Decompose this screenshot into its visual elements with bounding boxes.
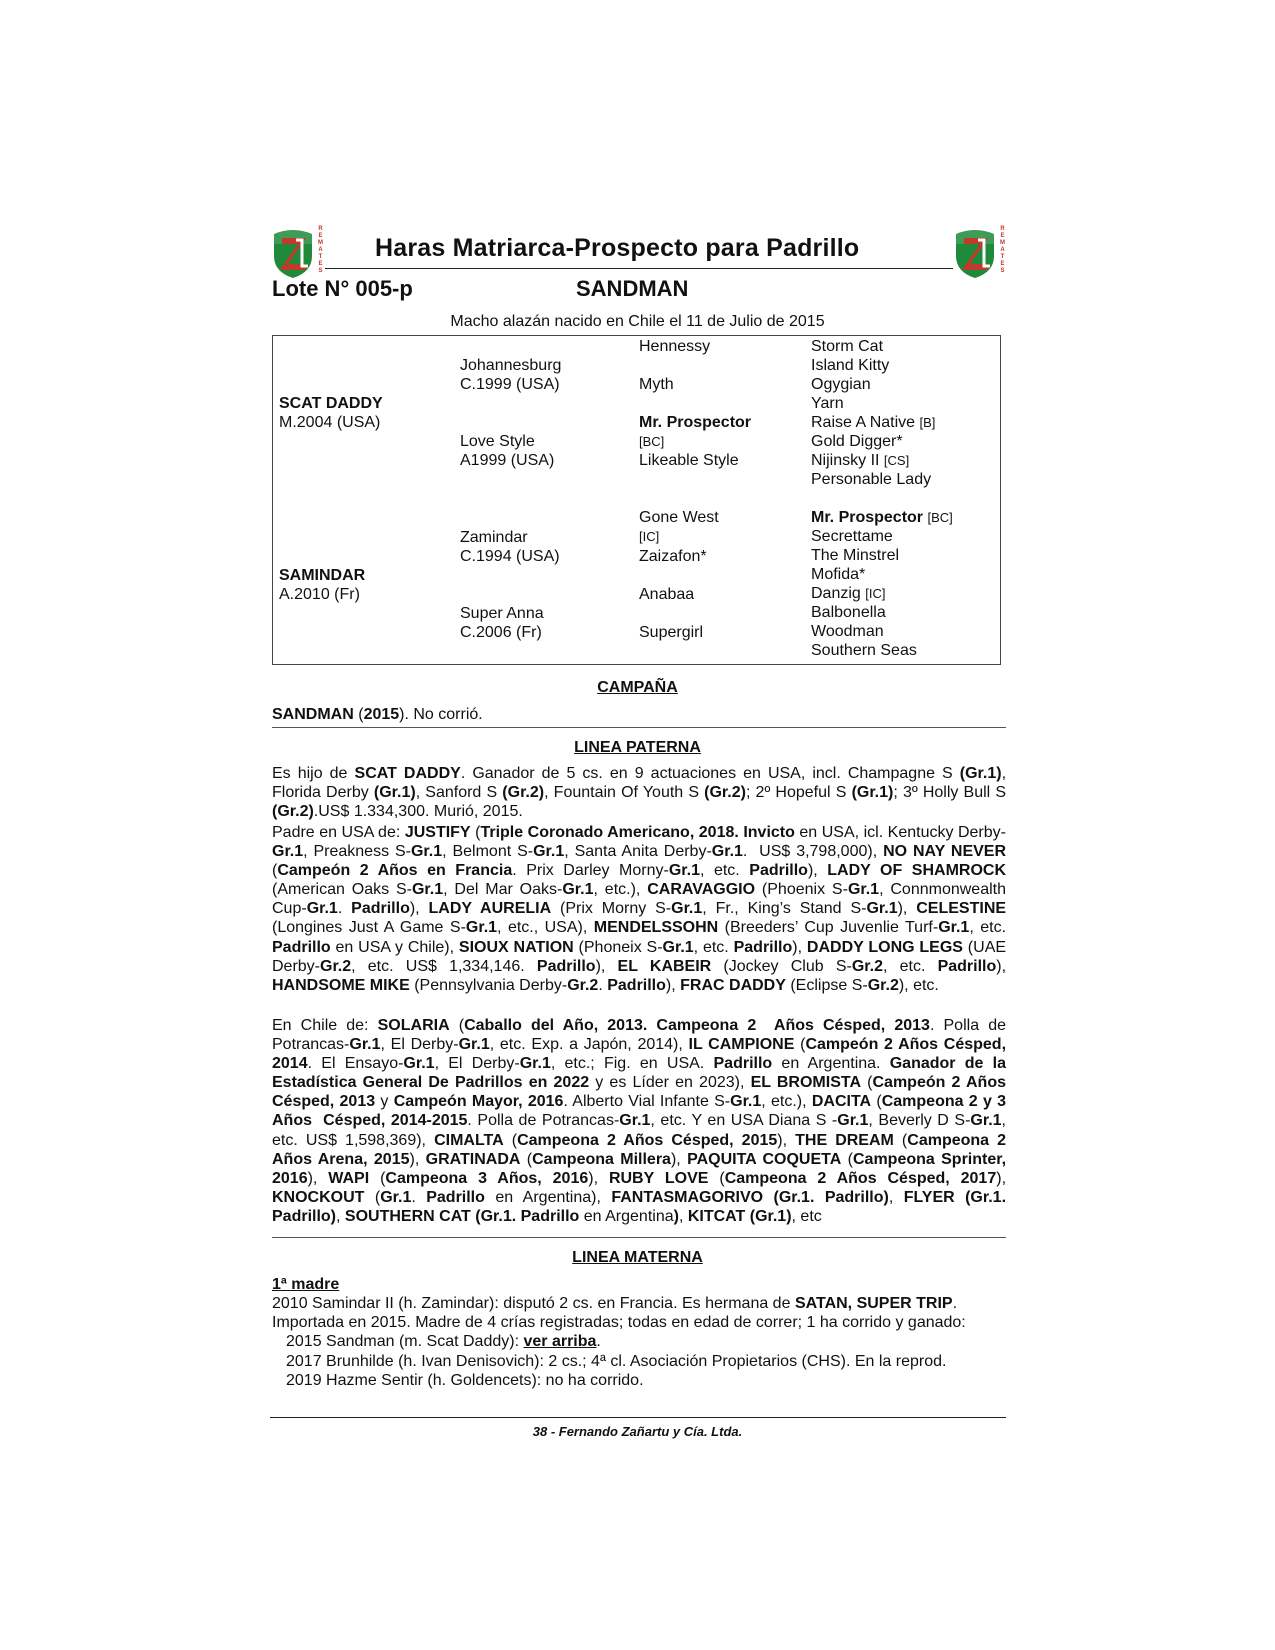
linea-paterna-usa-paragraph: Padre en USA de: JUSTIFY (Triple Coronado Americano, 2018. Invicto en USA, icl. Kentucky Derby-Gr.1, Preakness S-Gr.1, Belmont S-Gr.1, Santa Anita Derby-Gr.1. US$ 3,798,000), NO NAY NEVER (Campeón 2 Años en Francia. Prix Darley Morny-Gr.1, etc. Padrillo), LADY OF SHAMROCK (American Oaks S-Gr.1, Del Mar Oaks-Gr.1, etc.), CARAVAGGIO (Phoenix S-Gr.1, Connmonwealth Cup-Gr.1. Padrillo), LADY AURELIA (Prix Morny S-Gr.1, Fr., King’s Stand S-Gr.1), CELESTINE (Longines Just A Game S-Gr.1, etc., USA), MENDELSSOHN (Breeders’ Cup Juvenlie Turf-Gr.1, etc. Padrillo en USA y Chile), SIOUX NATION (Phoneix S-Gr.1, etc. Padrillo), DADDY LONG LEGS (UAE Derby-Gr.2, etc. US$ 1,334,146. Padrillo), EL KABEIR (Jockey Club S-Gr.2, etc. Padrillo), HANDSOME MIKE (Pennsylvania Derby-Gr.2. Padrillo), FRAC DADDY (Eclipse S-Gr.2), etc. (272, 824, 1007, 994)
pedigree-gen3-item: Zaizafon* (639, 548, 707, 565)
campana-heading: CAMPAÑA (597, 679, 678, 696)
header-divider (325, 268, 953, 269)
page-footer: 38 - Fernando Zañartu y Cía. Ltda. (532, 1424, 743, 1439)
pedigree-gen3-item: Hennessy (639, 338, 711, 355)
dam-record-line: 2010 Samindar II (h. Zamindar): disputó 2 cs. en Francia. Es hermana de SATAN, SUPER TRIP. (272, 1295, 958, 1312)
pedigree-gen3-item: Gone West [IC] (639, 509, 719, 544)
shield-icon (954, 226, 996, 278)
ver-arriba-link[interactable]: ver arriba (523, 1333, 597, 1350)
horse-name: SANDMAN (576, 276, 689, 301)
logo-letters: R E M A T E S (318, 226, 323, 274)
pedigree-gen3-item: Myth (639, 376, 674, 393)
page-title: Haras Matriarca-Prospecto para Padrillo (375, 234, 860, 262)
horse-description: Macho alazán nacido en Chile el 11 de Julio de 2015 (450, 313, 825, 330)
pedigree-sire-sire: Johannesburg C.1999 (USA) (460, 357, 562, 393)
pedigree-dam: SAMINDAR A.2010 (Fr) (279, 567, 366, 603)
pedigree-dam-sire: Zamindar C.1994 (USA) (460, 529, 560, 565)
shield-icon (272, 226, 314, 278)
pedigree-gen3-item: Likeable Style (639, 452, 739, 469)
linea-materna-heading: LINEA MATERNA (572, 1249, 703, 1266)
primera-madre-label: 1ª madre (272, 1276, 340, 1293)
section-divider (272, 727, 1006, 728)
pedigree-table (272, 335, 1001, 665)
pedigree-sire: SCAT DADDY M.2004 (USA) (279, 395, 383, 431)
pedigree-gen4-list-a: Storm Cat Island Kitty Ogygian Yarn Raise A Native [B] Gold Digger* Nijinsky II [CS] Personable Lady (811, 338, 936, 488)
pedigree-sire-dam: Love Style A1999 (USA) (460, 433, 555, 469)
zl-remates-logo-right (954, 226, 1004, 278)
campana-text: SANDMAN (2015). No corrió. (272, 706, 483, 723)
pedigree-gen3-item: Mr. Prospector [BC] (639, 414, 752, 449)
produce-item: 2019 Hazme Sentir (h. Goldencets): no ha corrido. (286, 1372, 644, 1389)
zl-remates-logo-left (272, 226, 322, 278)
linea-paterna-sire-paragraph: Es hijo de SCAT DADDY. Ganador de 5 cs. en 9 actuaciones en USA, incl. Champagne S (Gr.1), Florida Derby (Gr.1), Sanford S (Gr.2), Fountain Of Youth S (Gr.2); 2º Hopeful S (Gr.1); 3º Holly Bull S (Gr.2).US$ 1.334,300. Murió, 2015. (272, 765, 1007, 821)
pedigree-gen4-list-b: Mr. Prospector [BC] Secrettame The Minstrel Mofida* Danzig [IC] Balbonella Woodman Southern Seas (811, 509, 953, 659)
logo-letters: R E M A T E S (1000, 226, 1005, 274)
lote-number: Lote N° 005-p (272, 276, 413, 301)
pedigree-dam-dam: Super Anna C.2006 (Fr) (460, 605, 544, 641)
produce-item: 2015 Sandman (m. Scat Daddy): ver arriba. (286, 1333, 601, 1350)
pedigree-gen3-item: Supergirl (639, 624, 704, 641)
footer-divider (270, 1417, 1006, 1418)
linea-paterna-chile-paragraph: En Chile de: SOLARIA (Caballo del Año, 2013. Campeona 2 Años Césped, 2013. Polla de Potrancas-Gr.1, El Derby-Gr.1, etc. Exp. a Japón, 2014), IL CAMPIONE (Campeón 2 Años Césped, 2014. El Ensayo-Gr.1, El Derby-Gr.1, etc.; Fig. en USA. Padrillo en Argentina. Ganador de la Estadística General De Padrillos en 2022 y es Líder en 2023), EL BROMISTA (Campeón 2 Años Césped, 2013 y Campeón Mayor, 2016. Alberto Vial Infante S-Gr.1, etc.), DACITA (Campeona 2 y 3 Años Césped, 2014-2015. Polla de Potrancas-Gr.1, etc. Y en USA Diana S -Gr.1, Beverly D S-Gr.1, etc. US$ 1,598,369), CIMALTA (Campeona 2 Años Césped, 2015), THE DREAM (Campeona 2 Años Arena, 2015), GRATINADA (Campeona Millera), PAQUITA COQUETA (Campeona Sprinter, 2016), WAPI (Campeona 3 Años, 2016), RUBY LOVE (Campeona 2 Años Césped, 2017), KNOCKOUT (Gr.1. Padrillo en Argentina), FANTASMAGORIVO (Gr.1. Padrillo), FLYER (Gr.1. Padrillo), SOUTHERN CAT (Gr.1. Padrillo en Argentina), KITCAT (Gr.1), etc (272, 1017, 1007, 1225)
produce-item: 2017 Brunhilde (h. Ivan Denisovich): 2 cs.; 4ª cl. Asociación Propietarios (CHS). En la reprod. (286, 1353, 947, 1370)
pedigree-gen3-item: Anabaa (639, 586, 695, 603)
linea-paterna-heading: LINEA PATERNA (574, 739, 701, 756)
dam-produce-summary: Importada en 2015. Madre de 4 crías registradas; todas en edad de correr; 1 ha corrido y ganado: (272, 1314, 966, 1331)
section-divider (272, 1237, 1006, 1238)
